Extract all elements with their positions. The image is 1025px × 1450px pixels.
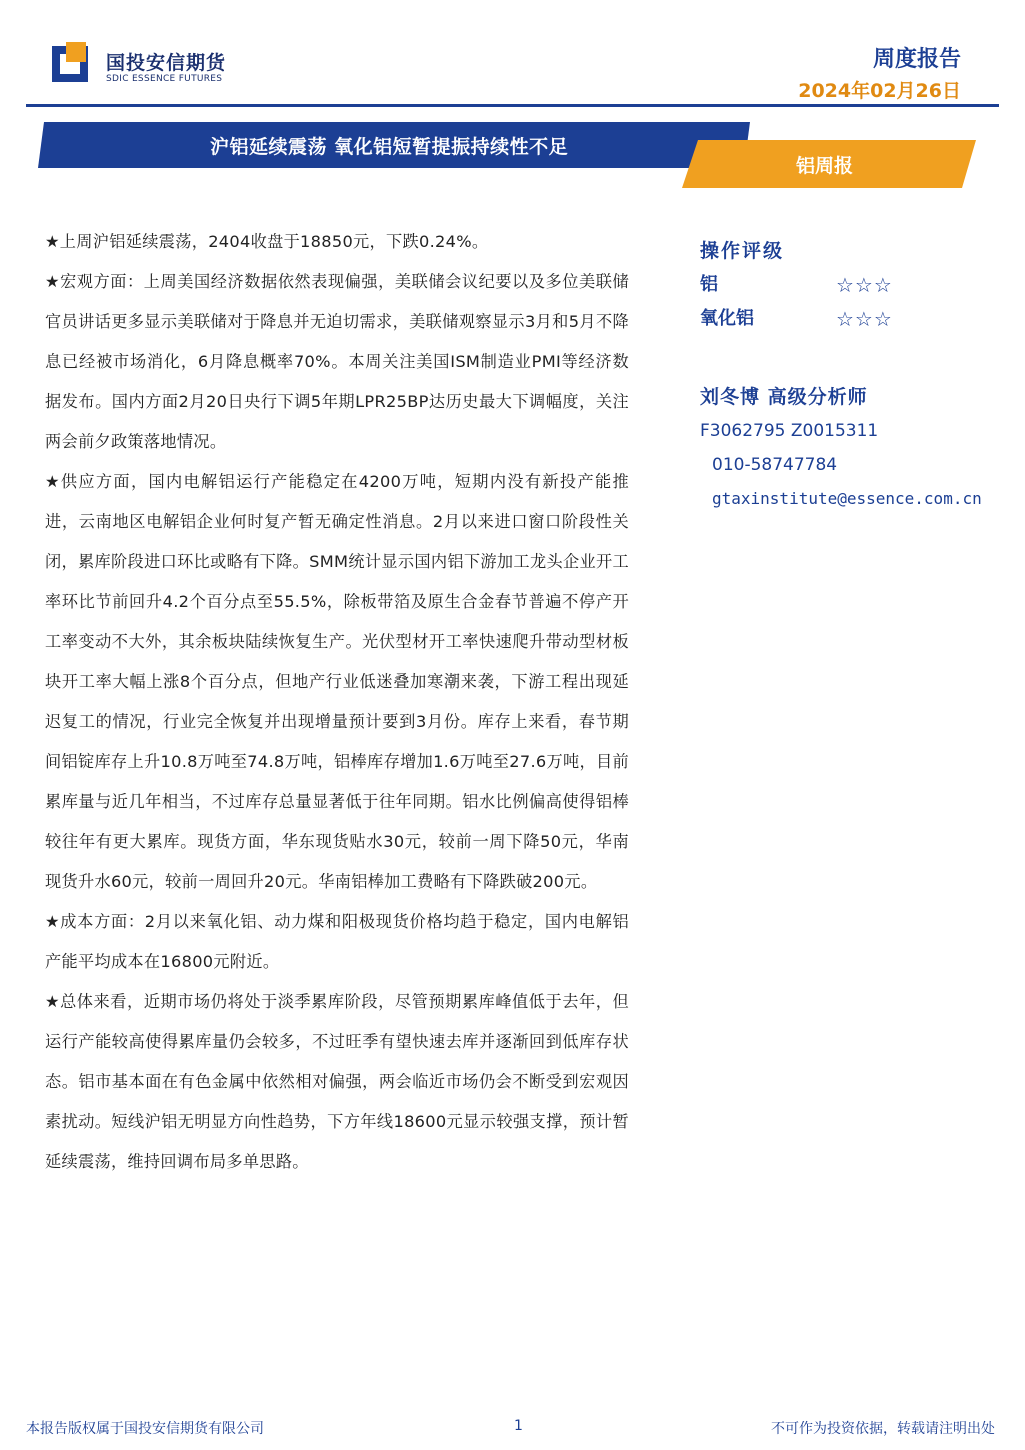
report-type: 周度报告 — [872, 47, 961, 72]
page-number: 1 — [514, 1418, 523, 1434]
report-body — [45, 222, 629, 1182]
analyst-phone: 010-58747784 — [712, 455, 838, 475]
analyst-name: 刘冬博 高级分析师 — [700, 386, 868, 408]
report-date: 2024年02月26日 — [798, 80, 961, 102]
company-logo — [52, 40, 242, 90]
star-rating-icon: ☆☆☆ — [836, 307, 893, 331]
analyst-license: F3062795 Z0015311 — [700, 421, 879, 441]
paragraph-macro: ★宏观方面：上周美国经济数据依然表现偏强，美联储会议纪要以及多位美联储官员讲话更多显示美联储对于降息并无迫切需求，美联储观察显示3月和5月不降息已经被市场消化，6月降息概率70%。本周关注美国ISM制造业PMI等经济数据发布。国内方面2月20日央行下调5年期LPR25BP达历史最大下调幅度，关注两会前夕政策落地情况。 — [45, 272, 629, 451]
category-tag: 铝周报 — [796, 155, 854, 177]
sidebar — [700, 234, 1020, 516]
rating-row-alumina — [700, 302, 1020, 336]
logo-company-name: 国投安信期货 — [106, 52, 227, 74]
star-rating-icon: ☆☆☆ — [836, 273, 893, 297]
report-title: 沪铝延续震荡 氧化铝短暂提振持续性不足 — [210, 136, 569, 158]
paragraph-cost: ★成本方面：2月以来氧化铝、动力煤和阳极现货价格均趋于稳定，国内电解铝产能平均成本在16800元附近。 — [45, 912, 629, 971]
rating-name: 氧化铝 — [700, 308, 754, 329]
paragraph-outlook: ★总体来看，近期市场仍将处于淡季累库阶段，尽管预期累库峰值低于去年，但运行产能较高使得累库量仍会较多，不过旺季有望快速去库并逐渐回到低库存状态。铝市基本面在有色金属中依然相对偏强，两会临近市场仍会不断受到宏观因素扰动。短线沪铝无明显方向性趋势，下方年线18600元显示较强支撑，预计暂延续震荡，维持回调布局多单思路。 — [45, 992, 629, 1171]
rating-heading: 操作评级 — [700, 240, 785, 262]
header-divider — [26, 104, 999, 107]
analyst-email[interactable]: gtaxinstitute@essence.com.cn — [712, 489, 982, 508]
rating-name: 铝 — [700, 274, 718, 295]
footer-copyright: 本报告版权属于国投安信期货有限公司 — [26, 1421, 264, 1437]
paragraph-summary: ★上周沪铝延续震荡，2404收盘于18850元，下跌0.24%。 — [45, 232, 489, 251]
rating-row-aluminum — [700, 268, 1020, 302]
paragraph-supply: ★供应方面，国内电解铝运行产能稳定在4200万吨，短期内没有新投产能推进，云南地区电解铝企业何时复产暂无确定性消息。2月以来进口窗口阶段性关闭，累库阶段进口环比或略有下降。SMM统计显示国内铝下游加工龙头企业开工率环比节前回升4.2个百分点至55.5%，除板带箔及原生合金春节普遍不停产开工率变动不大外，其余板块陆续恢复生产。光伏型材开工率快速爬升带动型材板块开工率大幅上涨8个百分点，但地产行业低迷叠加寒潮来袭，下游工程出现延迟复工的情况，行业完全恢复并出现增量预计要到3月份。库存上来看，春节期间铝锭库存上升10.8万吨至74.8万吨，铝棒库存增加1.6万吨至27.6万吨，目前累库量与近几年相当，不过库存总量显著低于往年同期。铝水比例偏高使得铝棒较往年有更大累库。现货方面，华东现货贴水30元，较前一周下降50元，华南现货升水60元，较前一周回升20元。华南铝棒加工费略有下降跌破200元。 — [45, 472, 629, 891]
logo-mark-icon — [52, 42, 96, 86]
footer-disclaimer: 不可作为投资依据，转载请注明出处 — [771, 1421, 995, 1437]
logo-company-name-en: SDIC ESSENCE FUTURES — [106, 74, 223, 84]
